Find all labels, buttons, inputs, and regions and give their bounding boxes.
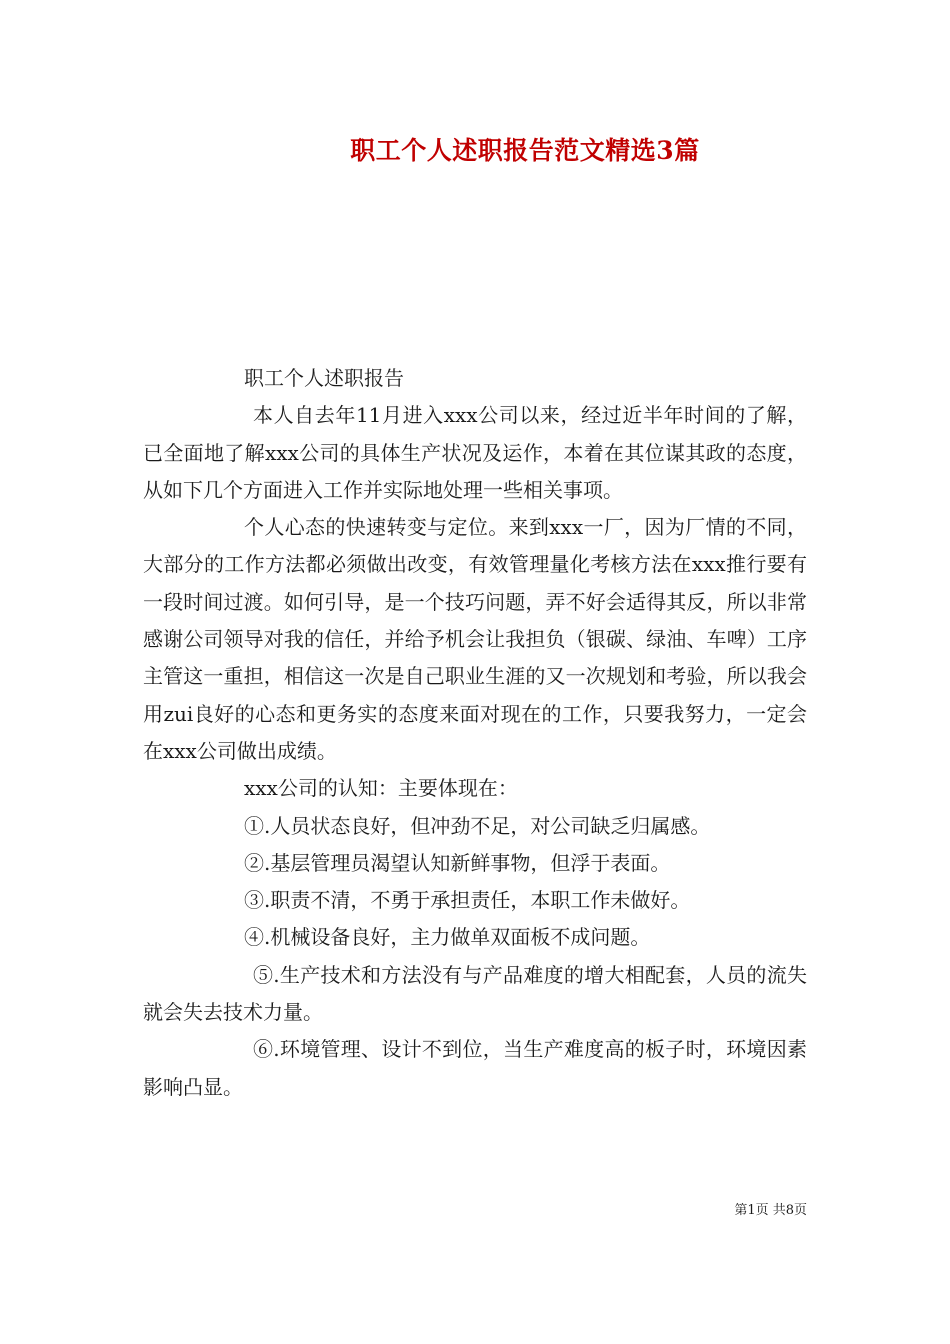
list-item: ④.机械设备良好，主力做单双面板不成问题。 [244,925,651,950]
cognition-heading: xxx公司的认知：主要体现在： [244,776,518,801]
paragraph-intro: 本人自去年11月进入xxx公司以来，经过近半年时间的了解，已全面地了解xxx公司的具体生产状况及运作，本着在其位谋其政的态度，从如下几个方面进入工作并实际地处理一些相关事项。 [143,403,807,502]
list-item: ③.职责不清，不勇于承担责任，本职工作未做好。 [244,888,691,913]
document-title: 职工个人述职报告范文精选3篇 [350,136,700,165]
list-item: ②.基层管理员渴望认知新鲜事物，但浮于表面。 [244,850,671,875]
paragraph-mindset: 个人心态的快速转变与定位。来到xxx一厂，因为厂情的不同，大部分的工作方法都必须做出改变，有效管理量化考核方法在xxx推行要有一段时间过渡。如何引导，是一个技巧问题，弄不好会适得其反，所以非常感谢公司领导对我的信任，并给予机会让我担负（银碳、绿油、车啤）工序主管这一重担，相信这一次是自己职业生涯的又一次规划和考验，所以我会用zui良好的心态和更务实的态度来面对现在的工作，只要我努力，一定会在xxx公司做出成绩。 [143,515,807,763]
list-item: ⑥.环境管理、设计不到位，当生产难度高的板子时，环境因素影响凸显。 [143,1037,807,1099]
section-subtitle: 职工个人述职报告 [244,366,404,390]
document-body [143,360,807,1106]
list-item: ⑤.生产技术和方法没有与产品难度的增大相配套，人员的流失就会失去技术力量。 [143,962,807,1025]
page-number: 第1页 共8页 [734,1203,807,1218]
list-item: ①.人员状态良好，但冲劲不足，对公司缺乏归属感。 [244,813,711,838]
